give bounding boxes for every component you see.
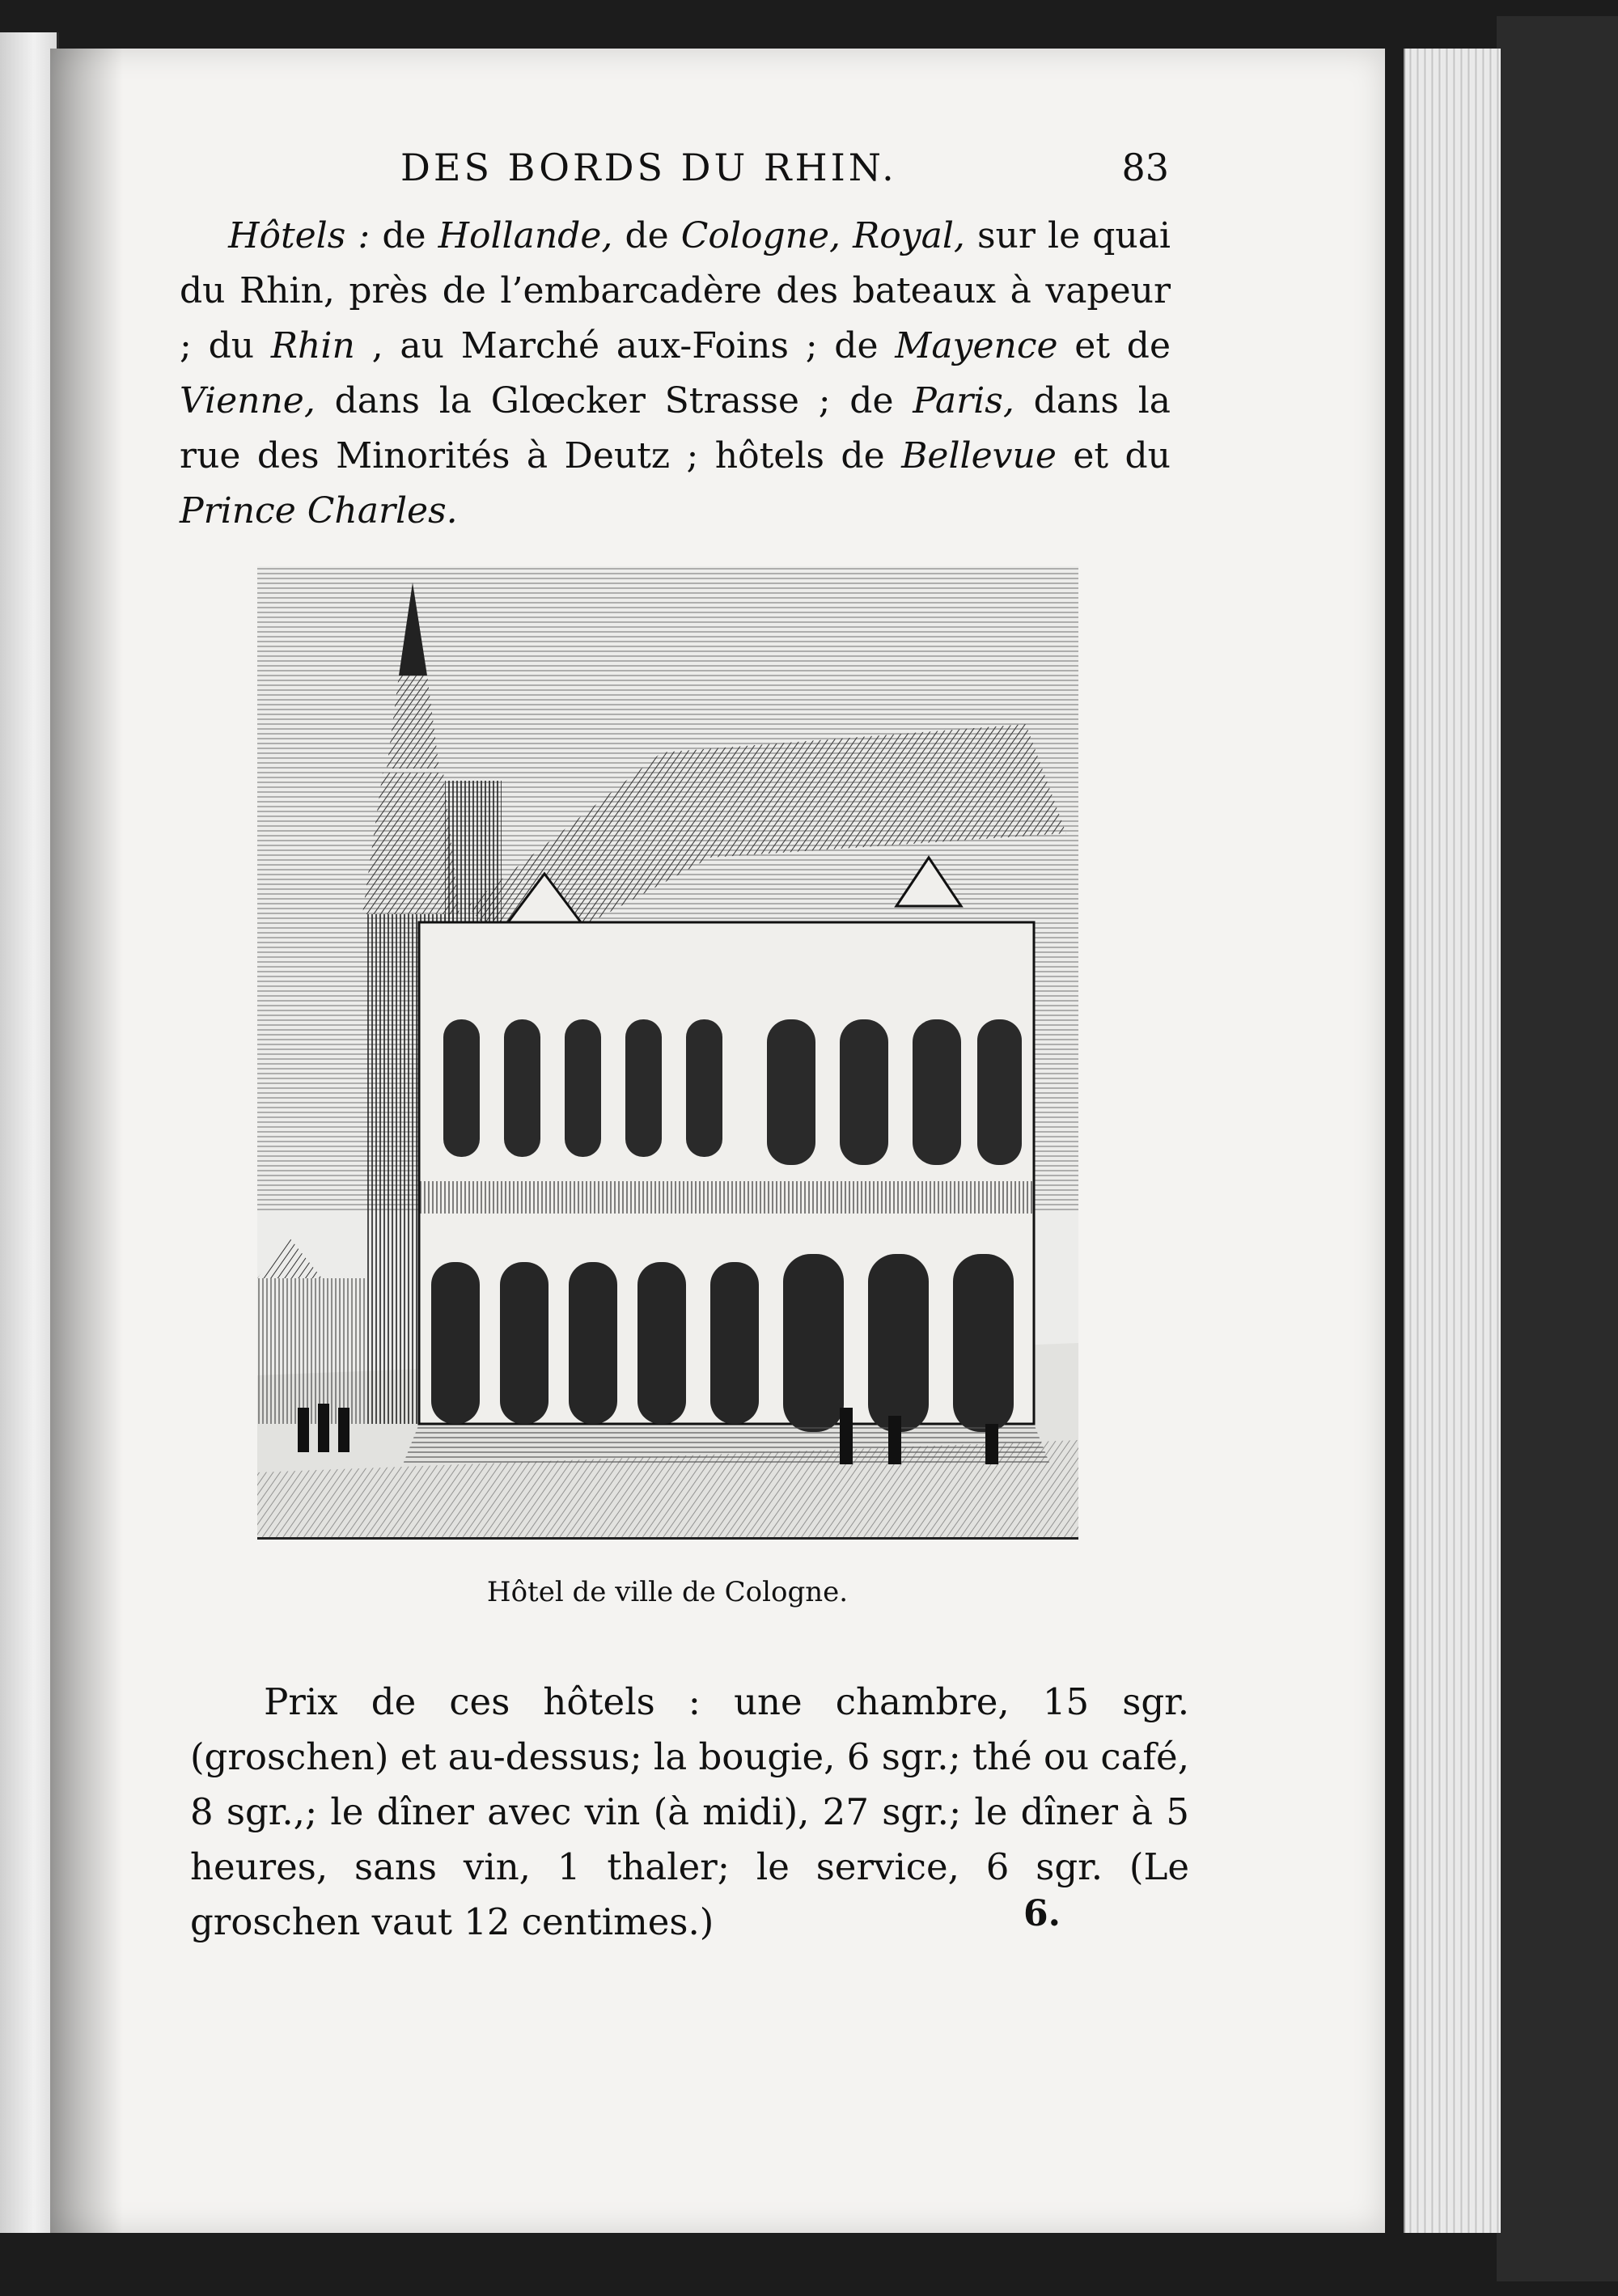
italic-name: Royal, <box>853 215 965 256</box>
text-segment: sur le quai du Rhin, près de l’embarcadère des bateaux à vapeur ; du <box>180 215 1171 366</box>
italic-name: Mayence <box>895 325 1058 366</box>
italic-name: Vienne, <box>180 380 316 421</box>
text-segment: , au Marché aux-Foins ; de <box>354 325 896 366</box>
italic-name: Prince Charles. <box>180 490 458 532</box>
italic-name: Hollande, <box>438 215 613 256</box>
hotels-paragraph <box>180 209 1171 539</box>
running-header <box>400 146 1169 202</box>
text-segment <box>841 215 853 256</box>
page-number: 83 <box>1121 146 1169 189</box>
text-segment: et du <box>1056 435 1171 477</box>
italic-name: Cologne, <box>680 215 841 256</box>
book-cover-edge <box>1497 16 1618 2281</box>
town-hall-engraving-svg <box>257 566 1078 1537</box>
lower-arcade <box>431 1254 1014 1432</box>
italic-name: Paris, <box>913 380 1014 421</box>
text-segment: et de <box>1057 325 1171 366</box>
italic-name: Hôtels : <box>228 215 371 256</box>
page-fore-edge <box>1404 49 1501 2233</box>
italic-name: Bellevue <box>901 435 1057 477</box>
italic-name: Rhin <box>270 325 355 366</box>
text-segment: de <box>612 215 681 256</box>
illustration-caption: Hôtel de ville de Cologne. <box>486 1576 849 1608</box>
prices-text: Prix de ces hôtels : une chambre, 15 sgr. (groschen) et au-dessus; la bougie, 6 sgr.; thé ou café, 8 sgr.,; le dîner avec vin (à midi), 27 sgr.; le dîner à 5 heures, sans vin, 1 thaler; le service, 6 sgr. (Le groschen vaut 12 centimes.) <box>190 1680 1189 1943</box>
signature-mark: 6. <box>1023 1893 1061 1934</box>
text-segment: dans la rue des Minorités à Deutz ; hôtels de <box>180 380 1171 477</box>
engraving-illustration <box>257 566 1078 1540</box>
text-segment: de <box>370 215 438 256</box>
text-segment: dans la Glœcker Strasse ; de <box>315 380 913 421</box>
gutter-shadow <box>50 49 123 2233</box>
running-title: DES BORDS DU RHIN. <box>400 146 897 189</box>
